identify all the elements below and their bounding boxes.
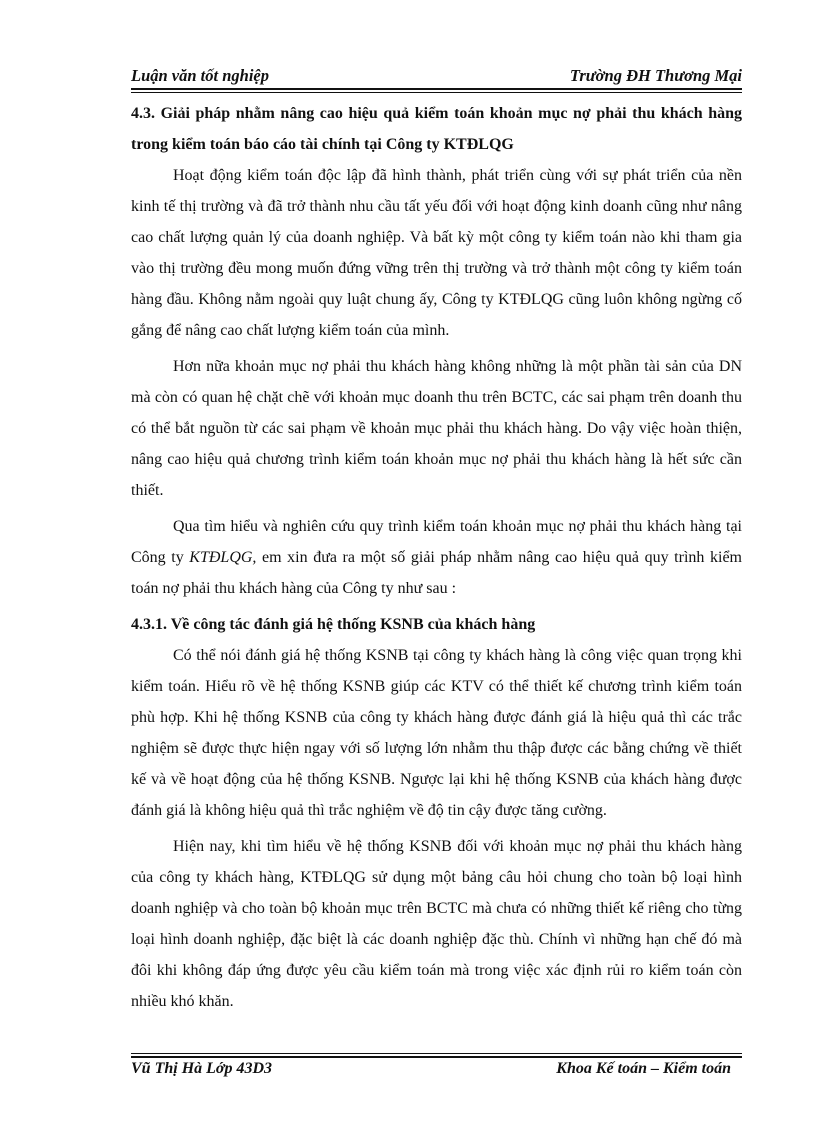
subsection-heading: 4.3.1. Về công tác đánh giá hệ thống KSNB của khách hàng [131,616,536,633]
subsection-paragraph-2: Hiện nay, khi tìm hiểu về hệ thống KSNB đối với khoản mục nợ phải thu khách hàng của công ty khách hàng, KTĐLQG sử dụng một bảng câu hỏi chung cho toàn bộ loại hình doanh nghiệp và cho toàn bộ khoản mục trên BCTC mà chưa có những thiết kế riêng cho từng loại hình doanh nghiệp, đặc biệt là các doanh nghiệp đặc thù. Chính vì những hạn chế đó mà đôi khi không đáp ứng được yêu cầu kiểm toán mà trong việc xác định rủi ro kiểm toán còn nhiều khó khăn. [131,838,742,1010]
paragraph-3-before: Qua tìm hiểu và nghiên cứu quy trình kiểm toán khoản mục nợ phải thu khách hàng tại Công ty [131,518,742,566]
subsection-paragraph-1: Có thể nói đánh giá hệ thống KSNB tại công ty khách hàng là công việc quan trọng khi kiểm toán. Hiểu rõ về hệ thống KSNB giúp các KTV có thể thiết kế chương trình kiểm toán phù hợp. Khi hệ thống KSNB của công ty khách hàng được đánh giá là hiệu quả thì các trắc nghiệm sẽ được thực hiện ngay với số lượng lớn nhằm thu thập được các bằng chứng về thiết kế và về hoạt động của hệ thống KSNB. Ngược lại khi hệ thống KSNB của khách hàng được đánh giá là không hiệu quả thì trắc nghiệm về độ tin cậy được tăng cường. [131,647,742,819]
page-body [131,98,742,1022]
section-paragraph-1: Hoạt động kiểm toán độc lập đã hình thành, phát triển cùng với sự phát triển của nền kinh tế thị trường và đã trở thành nhu cầu tất yếu đối với hoạt động kinh doanh cũng như nâng cao chất lượng quản lý của doanh nghiệp. Và bất kỳ một công ty kiểm toán nào khi tham gia vào thị trường đều mong muốn đứng vững trên thị trường và trở thành một công ty kiểm toán hàng đầu. Không nằm ngoài quy luật chung ấy, Công ty KTĐLQG cũng luôn không ngừng cố gắng để nâng cao chất lượng kiểm toán của mình. [131,167,742,339]
footer-divider [131,1053,742,1058]
section-paragraph-2: Hơn nữa khoản mục nợ phải thu khách hàng không những là một phần tài sản của DN mà còn có quan hệ chặt chẽ với khoản mục doanh thu trên BCTC, các sai phạm trên doanh thu có thể bắt nguồn từ các sai phạm về khoản mục phải thu khách hàng. Do vậy việc hoàn thiện, nâng cao hiệu quả chương trình kiểm toán khoản mục nợ phải thu khách hàng là hết sức cần thiết. [131,358,742,499]
header-divider [131,88,742,93]
footer-author: Vũ Thị Hà Lớp 43D3 [131,1060,273,1077]
section-heading: 4.3. Giải pháp nhằm nâng cao hiệu quả kiểm toán khoản mục nợ phải thu khách hàng trong kiểm toán báo cáo tài chính tại Công ty KTĐLQG [131,105,742,153]
page-header [131,60,742,86]
paragraph-3-after: em xin đưa ra một số giải pháp nhằm nâng cao hiệu quả quy trình kiểm toán nợ phải thu khách hàng của Công ty như sau : [131,549,742,597]
footer-department: Khoa Kế toán – Kiểm toán [556,1060,731,1077]
section-paragraph-3 [131,511,742,604]
page-footer [131,1060,731,1078]
header-thesis-title: Luận văn tốt nghiệp [131,66,269,85]
paragraph-3-company: KTĐLQG, [189,549,257,566]
header-university: Trường ĐH Thương Mại [569,66,742,85]
